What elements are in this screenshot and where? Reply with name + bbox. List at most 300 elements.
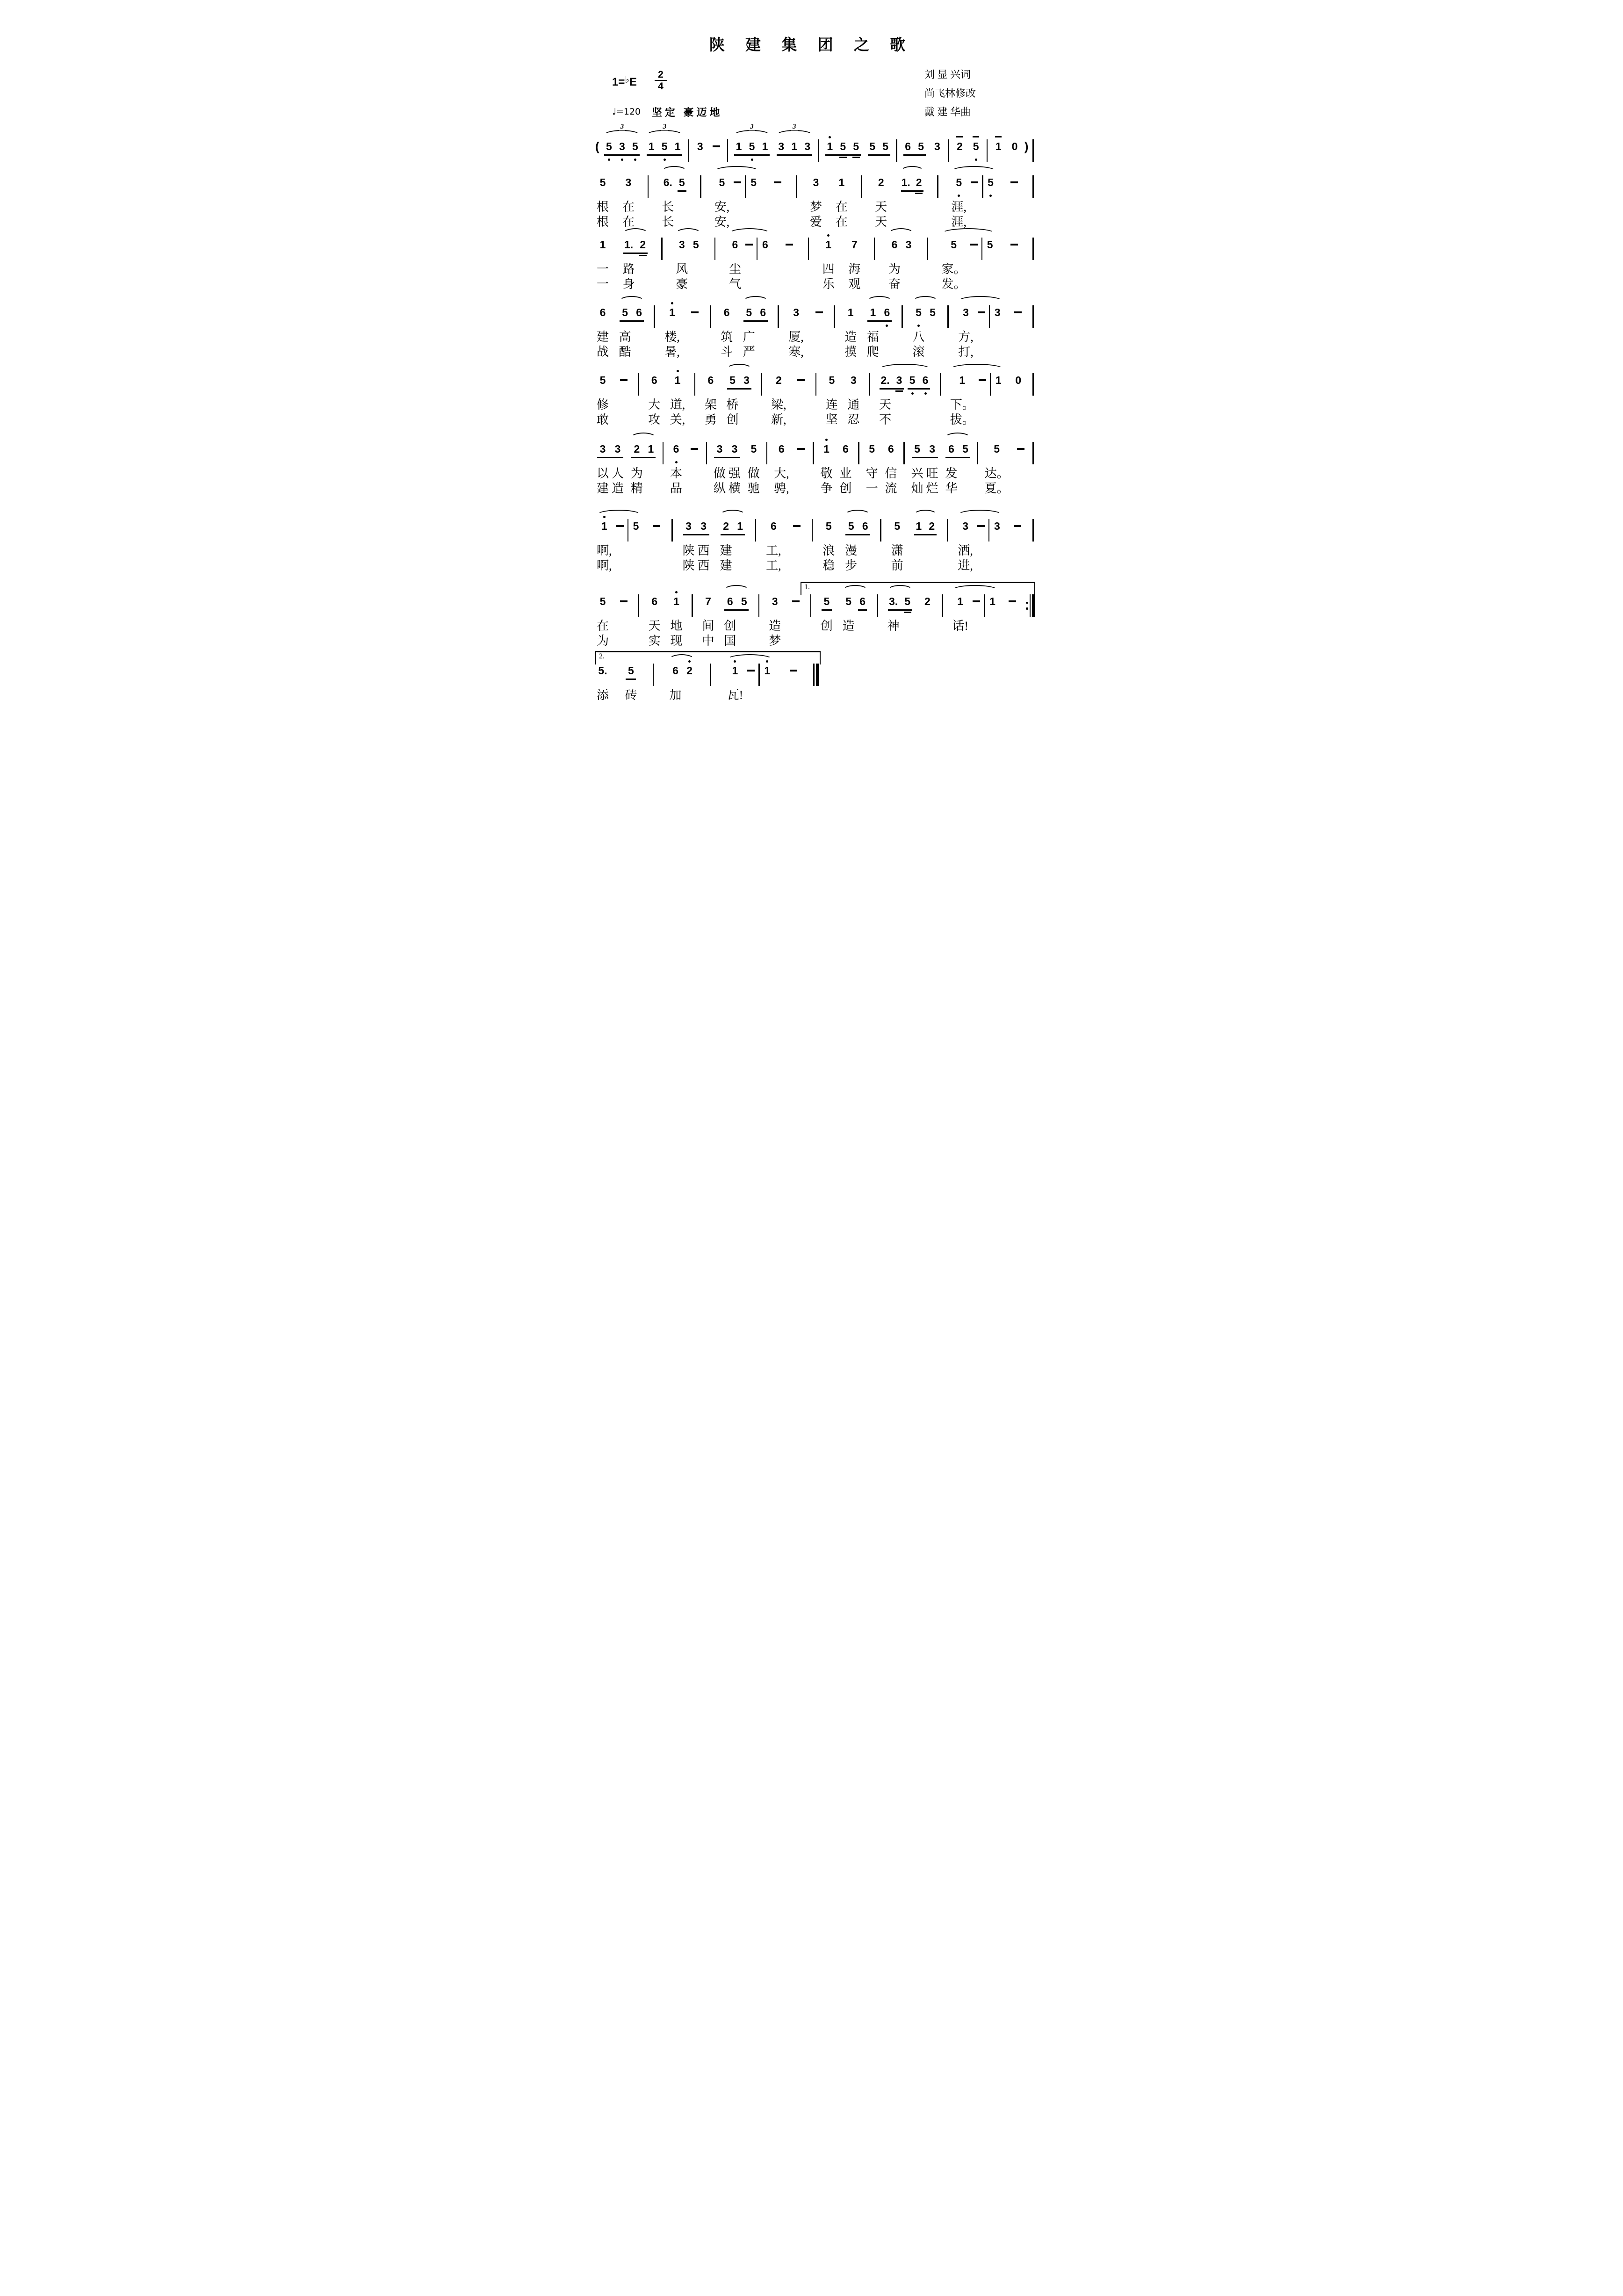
note-number: 5 (599, 374, 606, 386)
lyric-verse1: 信 (885, 467, 897, 480)
note-sub (993, 153, 1003, 160)
note-number: 1. (901, 176, 910, 188)
parenthesis: ) (1024, 139, 1029, 153)
note (670, 368, 685, 427)
note-number: 1 (838, 176, 845, 188)
lyric-verse2: 进, (958, 559, 973, 572)
lyric-verse1: 漫 (845, 544, 858, 557)
lyric-verse2: 摸 (844, 345, 857, 359)
slur-group (957, 300, 1004, 360)
note-sub (684, 678, 694, 684)
tuplet-number: 3 (732, 123, 772, 131)
note-sub (926, 456, 938, 462)
duration-dash (970, 244, 978, 245)
note (913, 300, 925, 360)
tuplet-group (775, 123, 814, 160)
lyric-verse1: 福 (866, 330, 879, 344)
note-number: 6 (723, 306, 730, 318)
note-top (677, 368, 679, 373)
octave-dot-above (671, 302, 673, 304)
overline-mark (995, 136, 1002, 137)
second-ending-bracket (595, 651, 821, 664)
lyric-verse1: 一 (597, 262, 609, 276)
barline (927, 238, 929, 260)
lyric-verse2: 精 (630, 482, 643, 495)
note-number: 1 (989, 595, 995, 607)
flat-icon: ♭ (625, 74, 629, 85)
duration-dash (1010, 244, 1018, 245)
barline (671, 519, 673, 542)
note (604, 134, 614, 160)
note-number: 1 (599, 238, 606, 251)
note-sub (903, 153, 913, 160)
note (860, 513, 870, 540)
lyric-verse2: 斗 (721, 345, 733, 359)
note (825, 134, 835, 160)
note-number: 6 (599, 306, 606, 318)
note-number: 2. (880, 374, 890, 386)
lyric-verse2: 忍 (847, 413, 860, 426)
note-number: 2 (929, 520, 935, 532)
note-number: 3 (994, 520, 1000, 532)
note-number: 5 (606, 140, 612, 152)
lyric-verse1: 楼, (664, 330, 680, 344)
note-sub (760, 252, 770, 258)
lyric-verse1: 通 (847, 398, 860, 412)
lyric-verse1: 厦, (788, 330, 804, 344)
barline (990, 373, 991, 396)
note-sub (848, 252, 860, 258)
lyric-verse1: 梦 (809, 200, 822, 214)
lyric-verse1: 做 (714, 467, 726, 480)
note (950, 368, 974, 427)
lyric-verse2: 造 (612, 482, 624, 495)
music-line-3 (595, 300, 1035, 360)
music-line-5 (595, 436, 1035, 496)
note-sub (928, 319, 938, 326)
note-number: 6 (843, 443, 849, 455)
repeat-end-barline (1026, 594, 1035, 617)
note (771, 368, 786, 427)
note-number: 1 (732, 664, 738, 677)
note (901, 170, 911, 196)
lyric-verse1: 陕 (682, 544, 695, 557)
barline (628, 519, 629, 542)
note (623, 232, 635, 292)
note (914, 513, 924, 540)
lyric-verse2: 创 (726, 413, 739, 426)
duration-dash (1014, 525, 1021, 527)
lyric-verse2: 奋 (888, 277, 901, 291)
barline (745, 175, 746, 198)
note-sub (597, 456, 609, 462)
lyric-verse1: 八 (912, 330, 925, 344)
octave-dot-below (989, 195, 992, 197)
note-number: 6 (732, 238, 738, 251)
lyric-verse1: 修 (597, 398, 609, 412)
note-sub (866, 456, 878, 462)
slur-group (668, 658, 696, 703)
barline (663, 442, 664, 464)
note-number: 2 (686, 664, 692, 677)
note-number: 5. (598, 664, 607, 677)
octave-dot-below (751, 159, 753, 161)
slur-group (949, 368, 1005, 427)
lyric-verse2: 步 (845, 559, 858, 572)
lyric-verse1: 造 (844, 330, 857, 344)
barline (818, 139, 820, 162)
note-sub (875, 189, 887, 196)
note-number: 6. (663, 176, 672, 188)
note (760, 134, 770, 160)
note (683, 513, 695, 573)
note-number: 7 (851, 238, 858, 251)
lyric-verse2: 严 (743, 345, 755, 359)
note (926, 436, 938, 496)
eighth-underline (678, 190, 686, 192)
note-sub (847, 387, 859, 394)
note (911, 436, 923, 496)
note-sub (942, 252, 966, 258)
note-sub (954, 153, 965, 160)
note-number: 1 (648, 443, 654, 455)
lyric-verse2: 稳 (822, 559, 835, 572)
note-sub (988, 608, 998, 615)
note (942, 232, 966, 292)
note (932, 134, 942, 160)
lyric-verse1: 强 (729, 467, 741, 480)
note-number: 2 (640, 238, 646, 251)
note-number: 5 (956, 176, 962, 188)
slur-group (713, 170, 760, 230)
note (691, 232, 701, 258)
note-number: 5 (994, 443, 1000, 455)
barline (1032, 305, 1034, 328)
note-number: 5 (632, 140, 638, 152)
lyric-verse2: 为 (597, 634, 609, 648)
note (634, 300, 644, 326)
parenthesis: ( (595, 139, 599, 153)
barline (661, 238, 663, 260)
lyric-verse2: 乐 (822, 277, 835, 291)
note (916, 134, 926, 160)
tuplet-number: 3 (645, 123, 684, 131)
note-sub (844, 319, 857, 326)
note-sub (649, 608, 661, 615)
note (993, 368, 1003, 394)
note-sub (727, 678, 743, 684)
note-number: 3 (934, 140, 940, 152)
note-number: 3 (905, 238, 912, 251)
note-sub (992, 319, 1003, 326)
note-sub (758, 319, 768, 326)
note-number: 7 (705, 595, 711, 607)
barline (861, 175, 862, 198)
overline-mark (956, 136, 963, 137)
note-number: 5 (741, 595, 747, 607)
note-sub (691, 252, 701, 258)
note-sub (887, 608, 900, 615)
note (839, 436, 851, 496)
note-number: 2 (723, 520, 729, 532)
note (836, 170, 848, 230)
note-number: 5 (750, 176, 757, 188)
slur-group (912, 513, 938, 540)
barline (761, 373, 762, 396)
beam-group (823, 134, 863, 160)
note-number: 5 (678, 176, 685, 188)
note (903, 134, 913, 160)
note-number: 5 (918, 140, 924, 152)
thick-barline (1032, 594, 1035, 617)
note (742, 368, 752, 394)
sixteenth-underline (852, 157, 860, 158)
note-sub (879, 387, 891, 394)
note-number: 1 (995, 374, 1002, 386)
note-number: 5 (914, 443, 920, 455)
slur-group (629, 436, 657, 496)
lyric-verse2: 安, (714, 215, 730, 229)
note-sub (729, 252, 741, 258)
note (821, 589, 833, 634)
lyric-verse1: 做 (747, 467, 760, 480)
note-number: 1 (764, 664, 771, 677)
note-number: 5 (904, 595, 911, 607)
tempo-marking: ♩=120 (612, 107, 641, 117)
tuplet-number: 3 (775, 123, 814, 131)
note-number: 6 (948, 443, 954, 455)
slur-group (944, 436, 972, 496)
note-sub (985, 252, 995, 258)
note-sub (958, 319, 974, 326)
lyric-verse1: 以 (597, 467, 609, 480)
lyric-verse1: 建 (597, 330, 609, 344)
beam-group (906, 368, 932, 394)
duration-dash (973, 600, 980, 602)
note-number: 1 (791, 140, 798, 152)
lyric-verse2: 滚 (912, 345, 925, 359)
lyric-verse2: 在 (835, 215, 848, 229)
lyric-verse2: 国 (724, 634, 736, 648)
note-number: 6 (673, 443, 679, 455)
note (714, 170, 730, 230)
first-ending-label: 1. (804, 583, 810, 591)
barline (1032, 519, 1034, 542)
note (848, 232, 860, 292)
note-sub (914, 533, 924, 540)
note (945, 436, 957, 496)
note-number: 3 (685, 520, 692, 532)
note-sub (1010, 153, 1020, 160)
slur-group (940, 232, 997, 292)
note-number: 1 (916, 520, 922, 532)
note-top (671, 300, 673, 305)
lyric-verse1: 四 (822, 262, 835, 276)
note-number: 5 (930, 306, 936, 318)
barline (989, 305, 990, 328)
note-sub (634, 319, 644, 326)
slur-group (595, 513, 642, 573)
note-sub (821, 456, 833, 462)
music-line-intro (595, 123, 1035, 162)
note (727, 368, 739, 427)
barline (727, 139, 729, 162)
note-sub (788, 319, 804, 326)
note (631, 436, 643, 496)
lyric-verse1: 尘 (729, 262, 741, 276)
lyric-verse1: 筑 (721, 330, 733, 344)
note-top (829, 134, 831, 139)
note (788, 300, 804, 360)
note-sub (648, 387, 660, 394)
note (617, 134, 627, 160)
note-number: 3 (929, 443, 936, 455)
barline (988, 519, 990, 542)
note-number: 1 (669, 306, 675, 318)
barline (942, 594, 943, 617)
note-number: 2 (957, 140, 963, 152)
beam-group (595, 436, 625, 496)
note-sub (810, 189, 822, 196)
note-number: 3 (896, 374, 902, 386)
note-sub (597, 678, 609, 684)
note-number: 3 (804, 140, 811, 152)
note-sub (945, 456, 957, 462)
note (769, 589, 781, 649)
note-number: 6 (891, 238, 898, 251)
barline (1032, 373, 1034, 396)
note-number: 3 (716, 443, 723, 455)
barline (808, 238, 809, 260)
note-sub (911, 456, 923, 462)
note-sub (922, 608, 932, 615)
note-sub (880, 153, 891, 160)
lyric-verse1: 添 (597, 688, 609, 702)
duration-dash (790, 670, 797, 671)
lyric-verse2: 豪 (676, 277, 688, 291)
note (612, 436, 624, 496)
lyric-verse2: 关, (670, 413, 685, 426)
lyric-verse2: 梦 (769, 634, 781, 648)
note (619, 300, 631, 360)
barline (758, 594, 760, 617)
barline (710, 664, 712, 686)
lyric-verse1: 家。 (941, 262, 966, 276)
lyric-verse1: 连 (825, 398, 838, 412)
slur-group (887, 232, 915, 292)
note-number: 2 (924, 595, 931, 607)
barline (987, 139, 988, 162)
note-sub (619, 319, 631, 326)
lyric-verse2: 流 (885, 482, 897, 495)
note (986, 170, 996, 196)
tuplet-group (732, 123, 772, 160)
note-number: 6 (862, 520, 868, 532)
note (625, 658, 637, 703)
note-sub (683, 533, 695, 540)
lyric-verse1: 敬 (820, 467, 833, 480)
tuplet-group (602, 123, 642, 160)
lyric-verse2: 灿 (911, 482, 923, 495)
lyric-verse2: 暑, (664, 345, 680, 359)
barline (948, 139, 949, 162)
note-number: 5 (823, 595, 830, 607)
lyric-verse2: 战 (597, 345, 609, 359)
lyric-verse2: 发。 (941, 277, 966, 291)
note-number: 1. (624, 238, 634, 251)
note-sub (843, 608, 855, 615)
barline (648, 175, 649, 198)
duration-dash (1010, 181, 1018, 183)
note-number: 3 (793, 306, 800, 318)
lyric-verse2: 在 (622, 215, 635, 229)
note-sub (888, 252, 901, 258)
note (1010, 134, 1020, 160)
lyric-verse1: 业 (839, 467, 852, 480)
barline (692, 594, 693, 617)
thick-barline (816, 664, 819, 686)
lyric-verse1: 下。 (950, 398, 974, 412)
octave-dot-below (634, 159, 636, 161)
note (844, 300, 857, 360)
lyric-verse2: 纵 (714, 482, 726, 495)
barline (758, 664, 760, 686)
note (838, 134, 848, 160)
note (971, 134, 981, 160)
note (597, 300, 609, 360)
note-top (973, 134, 979, 139)
note-sub (622, 189, 635, 196)
note-number: 5 (894, 520, 901, 532)
note-number: 1 (736, 140, 742, 152)
note-number: 1 (825, 238, 832, 251)
note-sub (729, 456, 741, 462)
lyric-verse1: 神 (887, 619, 900, 633)
note-number: 6 (707, 374, 714, 386)
duration-dash (1014, 311, 1022, 313)
barline (694, 373, 696, 396)
note (747, 134, 757, 160)
lyric-verse2: 横 (729, 482, 741, 495)
lyric-verse1: 道, (670, 398, 685, 412)
note-sub (720, 533, 732, 540)
barline (815, 373, 817, 396)
duration-dash (797, 379, 805, 381)
lyric-verse2: 身 (622, 277, 635, 291)
lyric-verse2: 爬 (866, 345, 879, 359)
credits-block (924, 65, 1018, 122)
note-number: 1 (674, 140, 681, 152)
lyric-verse1: 人 (612, 467, 624, 480)
octave-dot-below (664, 159, 666, 161)
slur-group (886, 589, 914, 634)
note-number: 5 (750, 443, 757, 455)
lyric-verse2: 实 (648, 634, 661, 648)
note-number: 3 (743, 374, 750, 386)
barline (1032, 238, 1034, 260)
duration-dash (979, 379, 986, 381)
note-top (675, 589, 678, 594)
note-sub (958, 533, 973, 540)
beam-group (878, 368, 906, 427)
barline (757, 238, 758, 260)
note-sub (825, 153, 835, 160)
eighth-underline (822, 609, 832, 611)
barline (880, 519, 881, 542)
note-number: 3 (851, 374, 857, 386)
note (622, 170, 635, 230)
note-sub (992, 533, 1002, 540)
